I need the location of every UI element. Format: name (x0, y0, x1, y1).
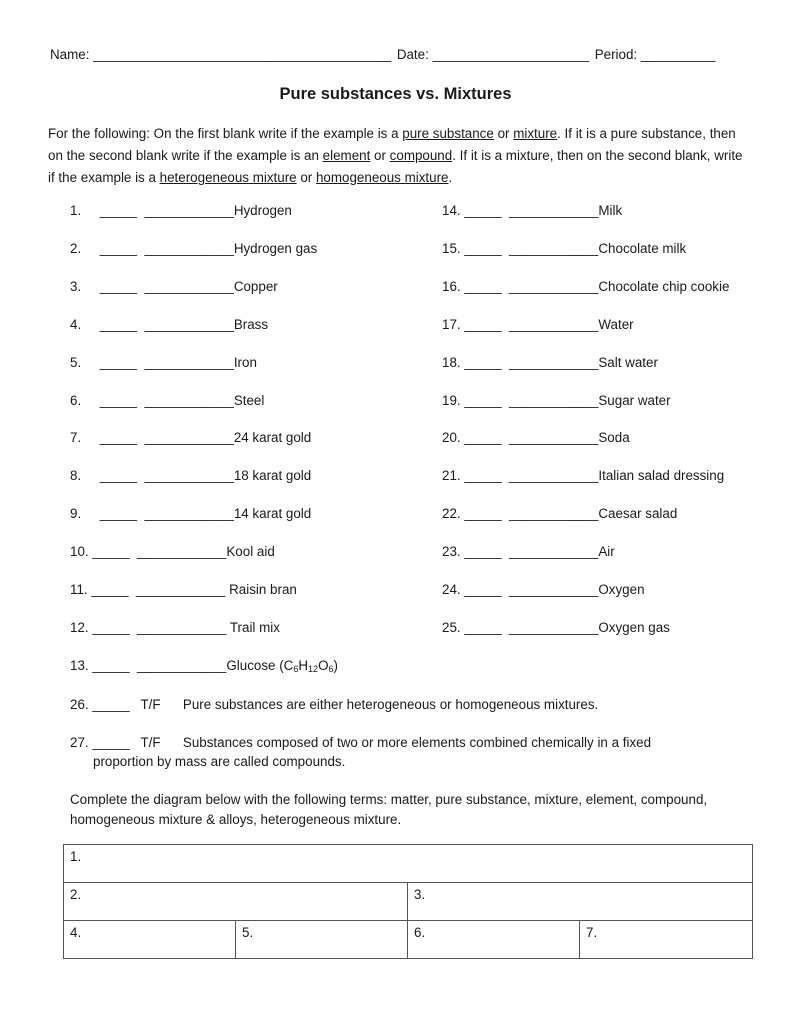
question-item[interactable]: 24. _____ ____________Oxygen (442, 582, 645, 597)
question-item[interactable]: 15. _____ ____________Chocolate milk (442, 241, 687, 256)
term-homogeneous-mixture: homogeneous mixture (315, 170, 449, 185)
question-item[interactable]: 25. _____ ____________Oxygen gas (442, 620, 670, 635)
glucose-sub-o: 6 (328, 664, 334, 674)
instructions-text: For the following: On the first blank write if the example is a (48, 126, 403, 141)
tf-question-27-line2: proportion by mass are called compounds. (93, 754, 346, 769)
glucose-o: O (318, 658, 329, 673)
diagram-cell-1[interactable]: 1. (64, 845, 753, 883)
instructions (48, 123, 748, 189)
diagram-cell-7[interactable]: 7. (580, 921, 753, 959)
glucose-h: H (298, 658, 309, 673)
tf-question-26[interactable]: 26. _____ T/F Pure substances are either heterogeneous or homogeneous mixtures. (70, 697, 599, 712)
tf-question-27-line1: 27. _____ T/F Substances composed of two or more elements combined chemically in a fixed (70, 735, 652, 750)
header-line (50, 47, 715, 62)
glucose-prefix: 13. _____ ____________Glucose (C (70, 658, 294, 673)
question-item[interactable]: 20. _____ ____________Soda (442, 430, 630, 445)
question-item[interactable]: 12. _____ ____________ Trail mix (70, 620, 280, 635)
term-compound: compound (389, 148, 453, 163)
diagram-cell-4[interactable]: 4. (64, 921, 236, 959)
question-item[interactable]: 16. _____ ____________Chocolate chip cookie (442, 279, 730, 294)
date-label: Date: (396, 47, 429, 62)
diagram-row-2 (64, 883, 753, 921)
diagram-row-1 (64, 845, 753, 883)
instructions-text: . If it is a mixture, then on the second blank, write if the example is a (48, 148, 743, 185)
question-item[interactable]: 18. _____ ____________Salt water (442, 355, 658, 370)
question-item[interactable]: 4. _____ ____________Brass (70, 317, 269, 332)
instructions-text: or (296, 170, 316, 185)
glucose-sub-c: 6 (293, 664, 299, 674)
classification-diagram (63, 844, 753, 959)
term-heterogeneous-mixture: heterogeneous mixture (159, 170, 297, 185)
question-item[interactable]: 22. _____ ____________Caesar salad (442, 506, 678, 521)
date-blank[interactable]: _____________________ (432, 47, 589, 62)
term-element: element (322, 148, 371, 163)
glucose-sub-h: 12 (308, 664, 319, 674)
question-item[interactable]: 10. _____ ____________Kool aid (70, 544, 275, 559)
question-item[interactable]: 3. _____ ____________Copper (70, 279, 278, 294)
question-item[interactable]: 7. _____ ____________24 karat gold (70, 430, 312, 445)
question-item[interactable]: 9. _____ ____________14 karat gold (70, 506, 312, 521)
instructions-text: . If it is a pure substance, then on the second blank write if the example is an (48, 126, 736, 163)
question-item-glucose[interactable] (70, 658, 338, 673)
diagram-row-3 (64, 921, 753, 959)
question-item[interactable]: 23. _____ ____________Air (442, 544, 615, 559)
instructions-text: or (493, 126, 514, 141)
page-title: Pure substances vs. Mixtures (279, 85, 512, 103)
question-item[interactable]: 8. _____ ____________18 karat gold (70, 468, 312, 483)
period-blank[interactable]: __________ (640, 47, 716, 62)
question-item[interactable]: 1. _____ ____________Hydrogen (70, 203, 292, 218)
glucose-suffix: ) (333, 658, 338, 673)
question-item[interactable]: 2. _____ ____________Hydrogen gas (70, 241, 318, 256)
diagram-cell-3[interactable]: 3. (408, 883, 753, 921)
instructions-text: or (370, 148, 390, 163)
name-label: Name: (50, 47, 90, 62)
tf-question-27[interactable] (70, 733, 710, 771)
term-pure-substance: pure substance (402, 126, 494, 141)
question-item[interactable]: 6. _____ ____________Steel (70, 393, 265, 408)
diagram-cell-6[interactable]: 6. (408, 921, 580, 959)
instructions-text: . (448, 170, 453, 185)
term-mixture: mixture (513, 126, 558, 141)
diagram-cell-2[interactable]: 2. (64, 883, 408, 921)
period-label: Period: (594, 47, 638, 62)
question-item[interactable]: 17. _____ ____________Water (442, 317, 634, 332)
question-item[interactable]: 14. _____ ____________Milk (442, 203, 623, 218)
diagram-instructions: Complete the diagram below with the following terms: matter, pure substance, mixture, element, compound, homogeneous mixture & alloys, heterogeneous mixture. (70, 792, 708, 827)
name-blank[interactable]: ________________________________________ (93, 47, 392, 62)
question-item[interactable]: 21. _____ ____________Italian salad dressing (442, 468, 725, 483)
diagram-cell-5[interactable]: 5. (236, 921, 408, 959)
question-item[interactable]: 19. _____ ____________Sugar water (442, 393, 671, 408)
question-item[interactable]: 11. _____ ____________ Raisin bran (70, 582, 297, 597)
question-item[interactable]: 5. _____ ____________Iron (70, 355, 257, 370)
